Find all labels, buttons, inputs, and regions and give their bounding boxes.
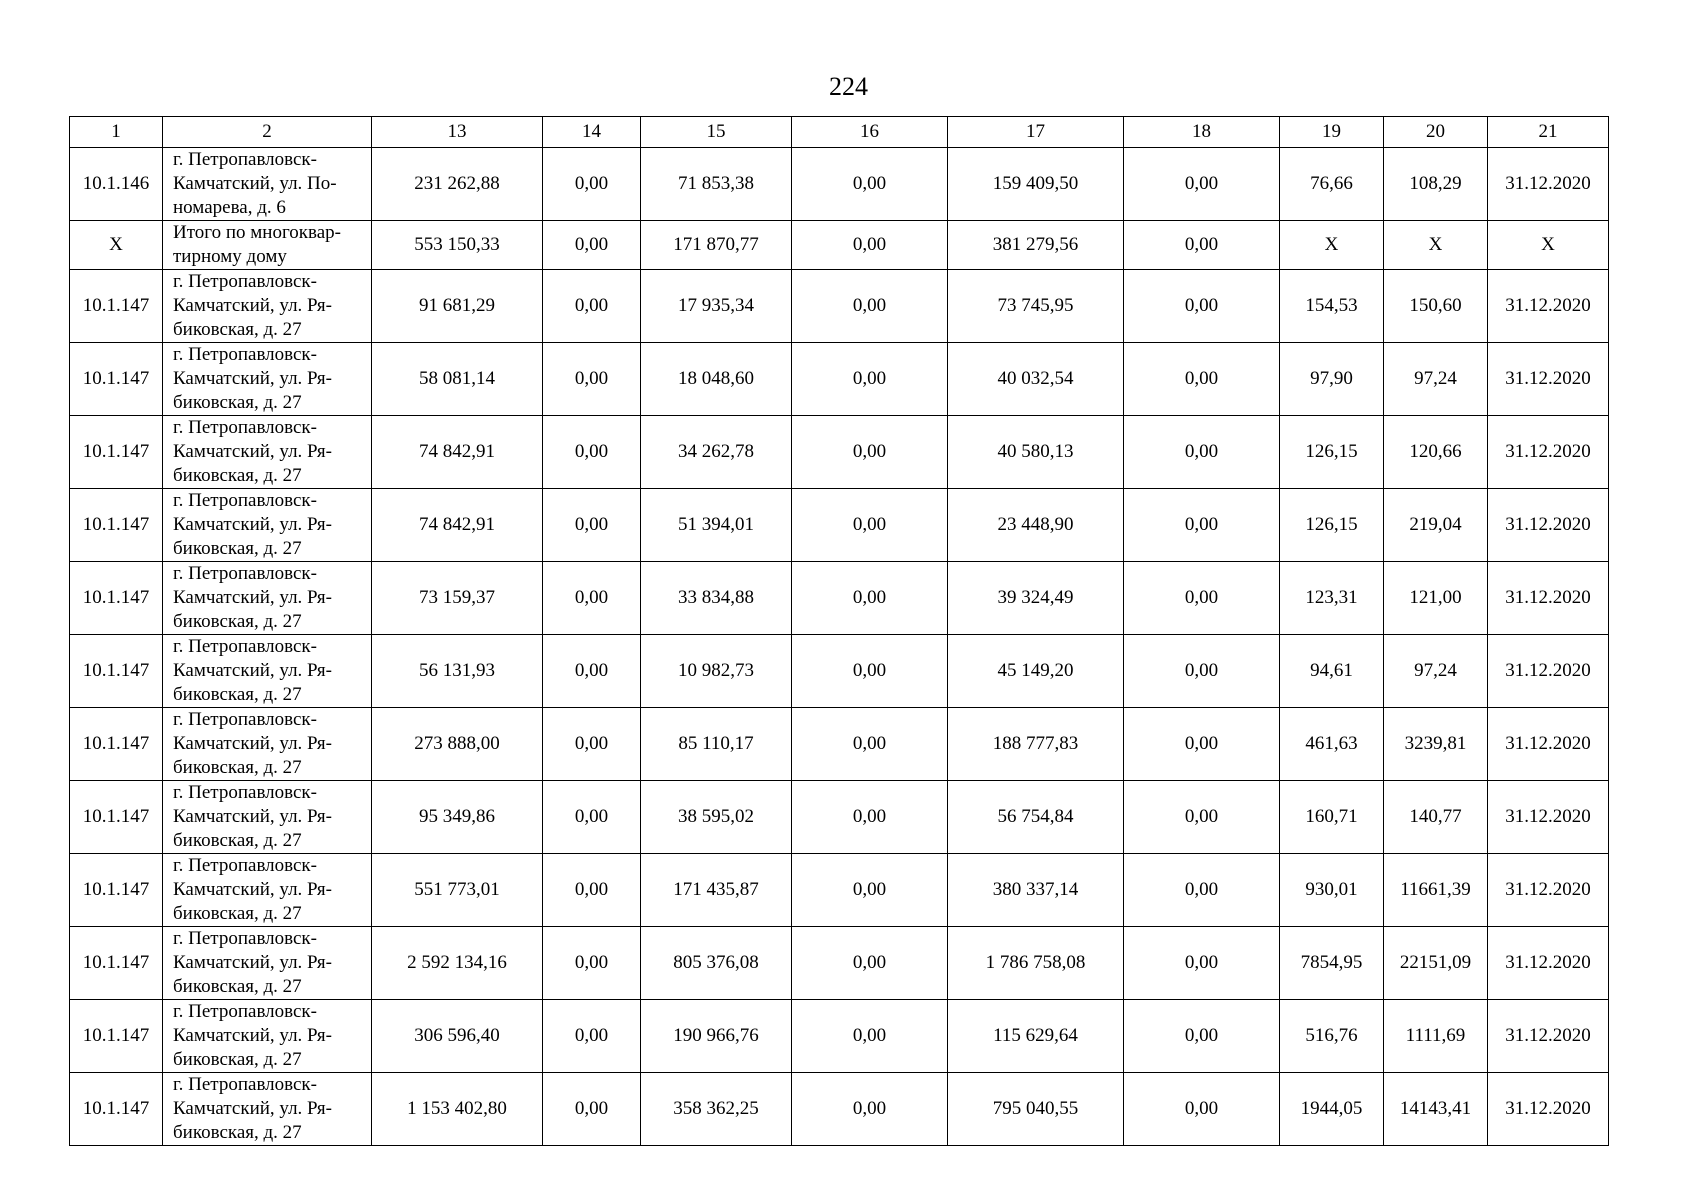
value-cell: 95 349,86 [372,781,543,854]
value-cell: 51 394,01 [641,489,792,562]
column-header: 2 [163,117,372,148]
value-cell: 0,00 [1124,489,1280,562]
value-cell: 171 435,87 [641,854,792,927]
value-cell: 0,00 [1124,562,1280,635]
row-id-cell: 10.1.147 [70,708,163,781]
value-cell: 0,00 [543,635,641,708]
address-cell: г. Петропавловск- Камчатский, ул. Ря- биковская, д. 27 [163,781,372,854]
row-id-cell: 10.1.147 [70,489,163,562]
table-row [70,343,1609,416]
value-cell: 10 982,73 [641,635,792,708]
value-cell: 1111,69 [1384,1000,1488,1073]
table-row [70,854,1609,927]
value-cell: 0,00 [1124,343,1280,416]
value-cell: 154,53 [1280,270,1384,343]
table-row [70,927,1609,1000]
value-cell: 94,61 [1280,635,1384,708]
value-cell: 31.12.2020 [1488,270,1609,343]
row-id-cell: 10.1.147 [70,1073,163,1146]
value-cell: 14143,41 [1384,1073,1488,1146]
value-cell: 23 448,90 [948,489,1124,562]
value-cell: 0,00 [1124,1000,1280,1073]
address-cell: г. Петропавловск- Камчатский, ул. Ря- биковская, д. 27 [163,1000,372,1073]
address-cell: г. Петропавловск- Камчатский, ул. Ря- биковская, д. 27 [163,1073,372,1146]
value-cell: 0,00 [792,416,948,489]
value-cell: 0,00 [543,927,641,1000]
value-cell: 0,00 [543,781,641,854]
value-cell: 74 842,91 [372,416,543,489]
value-cell: 0,00 [792,708,948,781]
value-cell: 17 935,34 [641,270,792,343]
address-cell: Итого по многоквар- тирному дому [163,221,372,270]
value-cell: 0,00 [792,927,948,1000]
table-row [70,416,1609,489]
value-cell: 73 745,95 [948,270,1124,343]
header-row [70,117,1609,148]
table-row [70,781,1609,854]
value-cell: 0,00 [792,148,948,221]
value-cell: 231 262,88 [372,148,543,221]
value-cell: 0,00 [1124,416,1280,489]
column-header: 17 [948,117,1124,148]
value-cell: 85 110,17 [641,708,792,781]
row-id-cell: 10.1.147 [70,416,163,489]
value-cell: 0,00 [792,781,948,854]
row-id-cell: X [70,221,163,270]
value-cell: 1 786 758,08 [948,927,1124,1000]
table-body [70,148,1609,1146]
value-cell: 0,00 [543,562,641,635]
value-cell: 0,00 [1124,854,1280,927]
address-cell: г. Петропавловск- Камчатский, ул. Ря- биковская, д. 27 [163,635,372,708]
value-cell: 40 032,54 [948,343,1124,416]
value-cell: 108,29 [1384,148,1488,221]
value-cell: 358 362,25 [641,1073,792,1146]
value-cell: 0,00 [543,1073,641,1146]
row-id-cell: 10.1.147 [70,270,163,343]
value-cell: 795 040,55 [948,1073,1124,1146]
value-cell: 380 337,14 [948,854,1124,927]
value-cell: 126,15 [1280,489,1384,562]
table-row [70,1000,1609,1073]
value-cell: 45 149,20 [948,635,1124,708]
value-cell: 516,76 [1280,1000,1384,1073]
value-cell: 0,00 [1124,270,1280,343]
value-cell: 0,00 [543,148,641,221]
value-cell: 56 131,93 [372,635,543,708]
column-header: 14 [543,117,641,148]
row-id-cell: 10.1.146 [70,148,163,221]
value-cell: 2 592 134,16 [372,927,543,1000]
row-id-cell: 10.1.147 [70,343,163,416]
table-row [70,635,1609,708]
value-cell: 76,66 [1280,148,1384,221]
value-cell: 0,00 [543,270,641,343]
value-cell: 91 681,29 [372,270,543,343]
value-cell: 0,00 [543,489,641,562]
value-cell: 71 853,38 [641,148,792,221]
value-cell: 97,90 [1280,343,1384,416]
value-cell: 73 159,37 [372,562,543,635]
address-cell: г. Петропавловск- Камчатский, ул. Ря- биковская, д. 27 [163,927,372,1000]
value-cell: 0,00 [1124,635,1280,708]
value-cell: 0,00 [792,562,948,635]
row-id-cell: 10.1.147 [70,781,163,854]
value-cell: 0,00 [543,343,641,416]
value-cell: 0,00 [1124,781,1280,854]
data-table [69,116,1609,1146]
value-cell: 1 153 402,80 [372,1073,543,1146]
table-row [70,148,1609,221]
address-cell: г. Петропавловск- Камчатский, ул. Ря- биковская, д. 27 [163,489,372,562]
value-cell: 31.12.2020 [1488,343,1609,416]
value-cell: 171 870,77 [641,221,792,270]
value-cell: X [1280,221,1384,270]
value-cell: 7854,95 [1280,927,1384,1000]
value-cell: 0,00 [792,343,948,416]
value-cell: X [1488,221,1609,270]
value-cell: 123,31 [1280,562,1384,635]
row-id-cell: 10.1.147 [70,1000,163,1073]
value-cell: 0,00 [543,854,641,927]
value-cell: 39 324,49 [948,562,1124,635]
value-cell: 31.12.2020 [1488,708,1609,781]
address-cell: г. Петропавловск- Камчатский, ул. Ря- биковская, д. 27 [163,270,372,343]
value-cell: 0,00 [792,270,948,343]
value-cell: 0,00 [1124,927,1280,1000]
value-cell: 31.12.2020 [1488,148,1609,221]
value-cell: 22151,09 [1384,927,1488,1000]
value-cell: 461,63 [1280,708,1384,781]
table-row [70,708,1609,781]
column-header: 16 [792,117,948,148]
value-cell: 31.12.2020 [1488,781,1609,854]
value-cell: 0,00 [792,635,948,708]
value-cell: 0,00 [1124,221,1280,270]
value-cell: 190 966,76 [641,1000,792,1073]
column-header: 18 [1124,117,1280,148]
value-cell: 31.12.2020 [1488,927,1609,1000]
value-cell: 0,00 [792,854,948,927]
value-cell: 3239,81 [1384,708,1488,781]
value-cell: 150,60 [1384,270,1488,343]
address-cell: г. Петропавловск- Камчатский, ул. По- номарева, д. 6 [163,148,372,221]
value-cell: 0,00 [792,1000,948,1073]
value-cell: 219,04 [1384,489,1488,562]
page-number: 224 [829,72,868,101]
value-cell: 273 888,00 [372,708,543,781]
address-cell: г. Петропавловск- Камчатский, ул. Ря- биковская, д. 27 [163,708,372,781]
value-cell: 160,71 [1280,781,1384,854]
value-cell: 140,77 [1384,781,1488,854]
value-cell: 58 081,14 [372,343,543,416]
address-cell: г. Петропавловск- Камчатский, ул. Ря- биковская, д. 27 [163,416,372,489]
value-cell: 0,00 [1124,708,1280,781]
value-cell: 120,66 [1384,416,1488,489]
value-cell: 930,01 [1280,854,1384,927]
value-cell: 121,00 [1384,562,1488,635]
value-cell: 0,00 [543,221,641,270]
row-id-cell: 10.1.147 [70,562,163,635]
value-cell: 0,00 [543,708,641,781]
value-cell: 38 595,02 [641,781,792,854]
table-row [70,1073,1609,1146]
value-cell: 0,00 [543,1000,641,1073]
value-cell: 31.12.2020 [1488,489,1609,562]
value-cell: 11661,39 [1384,854,1488,927]
table-row [70,270,1609,343]
value-cell: 188 777,83 [948,708,1124,781]
column-header: 19 [1280,117,1384,148]
value-cell: 74 842,91 [372,489,543,562]
value-cell: 40 580,13 [948,416,1124,489]
address-cell: г. Петропавловск- Камчатский, ул. Ря- биковская, д. 27 [163,854,372,927]
value-cell: 553 150,33 [372,221,543,270]
address-cell: г. Петропавловск- Камчатский, ул. Ря- биковская, д. 27 [163,343,372,416]
row-id-cell: 10.1.147 [70,927,163,1000]
table-row [70,562,1609,635]
value-cell: X [1384,221,1488,270]
value-cell: 159 409,50 [948,148,1124,221]
table-row [70,221,1609,270]
value-cell: 31.12.2020 [1488,1073,1609,1146]
value-cell: 31.12.2020 [1488,635,1609,708]
row-id-cell: 10.1.147 [70,854,163,927]
column-header: 13 [372,117,543,148]
value-cell: 31.12.2020 [1488,1000,1609,1073]
column-header: 21 [1488,117,1609,148]
row-id-cell: 10.1.147 [70,635,163,708]
value-cell: 551 773,01 [372,854,543,927]
value-cell: 18 048,60 [641,343,792,416]
column-header: 15 [641,117,792,148]
value-cell: 805 376,08 [641,927,792,1000]
value-cell: 0,00 [1124,148,1280,221]
value-cell: 31.12.2020 [1488,562,1609,635]
value-cell: 97,24 [1384,343,1488,416]
value-cell: 0,00 [792,1073,948,1146]
value-cell: 381 279,56 [948,221,1124,270]
value-cell: 0,00 [792,221,948,270]
address-cell: г. Петропавловск- Камчатский, ул. Ря- биковская, д. 27 [163,562,372,635]
column-header: 20 [1384,117,1488,148]
value-cell: 33 834,88 [641,562,792,635]
value-cell: 0,00 [792,489,948,562]
value-cell: 0,00 [543,416,641,489]
column-header: 1 [70,117,163,148]
value-cell: 115 629,64 [948,1000,1124,1073]
table-row [70,489,1609,562]
value-cell: 97,24 [1384,635,1488,708]
value-cell: 1944,05 [1280,1073,1384,1146]
value-cell: 34 262,78 [641,416,792,489]
value-cell: 306 596,40 [372,1000,543,1073]
value-cell: 31.12.2020 [1488,854,1609,927]
value-cell: 0,00 [1124,1073,1280,1146]
value-cell: 31.12.2020 [1488,416,1609,489]
value-cell: 56 754,84 [948,781,1124,854]
value-cell: 126,15 [1280,416,1384,489]
